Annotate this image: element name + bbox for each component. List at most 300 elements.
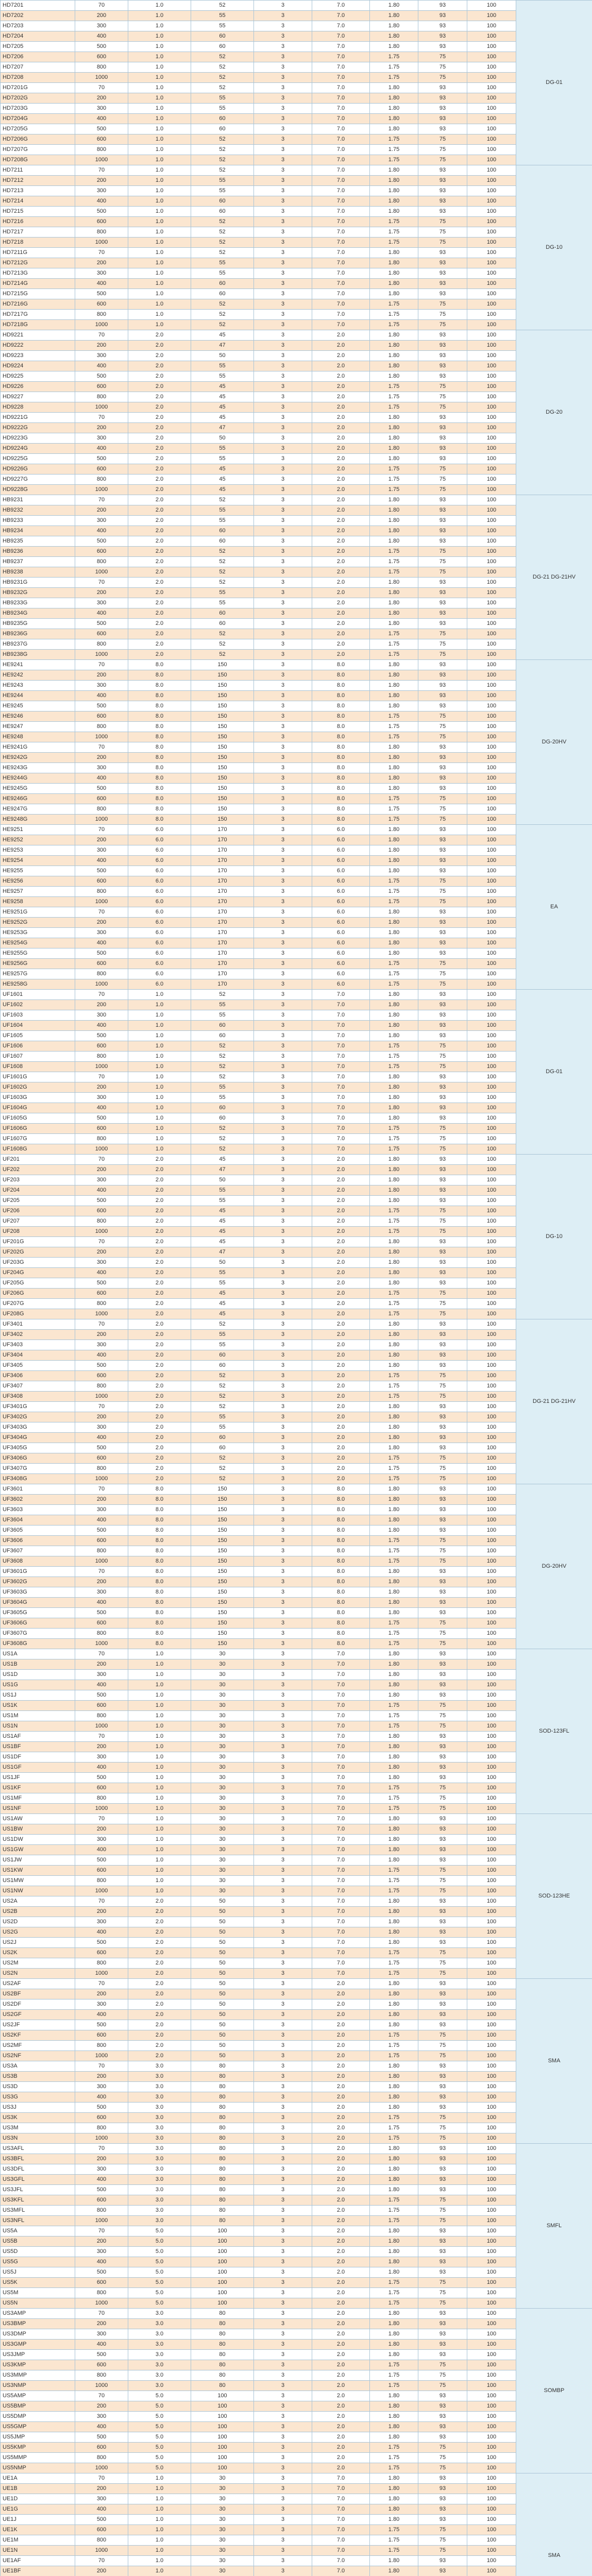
value-cell: 93	[418, 1917, 467, 1927]
value-cell: 75	[418, 1206, 467, 1216]
value-cell: 55	[191, 1185, 254, 1196]
value-cell: 7.0	[312, 1082, 370, 1093]
part-number-cell: US3B	[1, 2072, 75, 2082]
value-cell: 100	[467, 1742, 516, 1752]
value-cell: 100	[467, 1144, 516, 1155]
value-cell: 70	[75, 2391, 128, 2401]
value-cell: 100	[467, 1536, 516, 1546]
value-cell: 75	[418, 2463, 467, 2473]
value-cell: 1.80	[370, 93, 418, 104]
table-row	[1, 2164, 592, 2175]
table-row	[1, 21, 592, 31]
value-cell: 500	[75, 1278, 128, 1289]
value-cell: 600	[75, 711, 128, 722]
table-row	[1, 2309, 592, 2319]
value-cell: 3	[254, 1227, 312, 1237]
value-cell: 3	[254, 351, 312, 361]
value-cell: 1.80	[370, 691, 418, 701]
value-cell: 93	[418, 516, 467, 526]
value-cell: 3	[254, 1278, 312, 1289]
value-cell: 500	[75, 371, 128, 382]
table-row	[1, 2010, 592, 2020]
value-cell: 400	[75, 2422, 128, 2432]
value-cell: 1.80	[370, 1814, 418, 1824]
value-cell: 100	[467, 990, 516, 1000]
value-cell: 600	[75, 1866, 128, 1876]
value-cell: 70	[75, 825, 128, 835]
value-cell: 100	[467, 1629, 516, 1639]
value-cell: 30	[191, 2525, 254, 2535]
value-cell: 1.75	[370, 1618, 418, 1629]
value-cell: 1.80	[370, 1412, 418, 1422]
value-cell: 300	[75, 1093, 128, 1103]
value-cell: 100	[467, 145, 516, 155]
value-cell: 800	[75, 1216, 128, 1227]
value-cell: 7.0	[312, 1052, 370, 1062]
value-cell: 8.0	[312, 1618, 370, 1629]
value-cell: 100	[467, 2020, 516, 2030]
value-cell: 3	[254, 186, 312, 196]
value-cell: 7.0	[312, 1701, 370, 1711]
value-cell: 3	[254, 928, 312, 938]
table-row	[1, 1299, 592, 1309]
value-cell: 170	[191, 938, 254, 948]
value-cell: 30	[191, 2546, 254, 2556]
table-row	[1, 1474, 592, 1484]
value-cell: 3	[254, 990, 312, 1000]
value-cell: 2.0	[312, 629, 370, 639]
value-cell: 3	[254, 73, 312, 83]
value-cell: 2.0	[312, 2401, 370, 2412]
value-cell: 75	[418, 2195, 467, 2206]
part-number-cell: US1AW	[1, 1814, 75, 1824]
value-cell: 70	[75, 1649, 128, 1659]
value-cell: 45	[191, 1155, 254, 1165]
value-cell: 150	[191, 1577, 254, 1587]
value-cell: 1.80	[370, 1082, 418, 1093]
table-row	[1, 1762, 592, 1773]
value-cell: 100	[467, 1495, 516, 1505]
table-row	[1, 62, 592, 73]
value-cell: 7.0	[312, 1690, 370, 1701]
value-cell: 1000	[75, 2381, 128, 2391]
value-cell: 8.0	[312, 1608, 370, 1618]
value-cell: 3	[254, 1598, 312, 1608]
value-cell: 2.0	[312, 1402, 370, 1412]
value-cell: 7.0	[312, 2494, 370, 2504]
value-cell: 600	[75, 2525, 128, 2535]
value-cell: 5.0	[128, 2226, 191, 2236]
value-cell: 100	[467, 1381, 516, 1392]
value-cell: 100	[467, 959, 516, 969]
value-cell: 3	[254, 433, 312, 444]
value-cell: 60	[191, 1113, 254, 1124]
value-cell: 100	[467, 1804, 516, 1814]
value-cell: 170	[191, 969, 254, 979]
value-cell: 2.0	[312, 1155, 370, 1165]
value-cell: 1.75	[370, 2525, 418, 2535]
value-cell: 2.0	[128, 1979, 191, 1989]
value-cell: 100	[467, 2463, 516, 2473]
value-cell: 1.80	[370, 608, 418, 619]
value-cell: 100	[467, 1227, 516, 1237]
value-cell: 1.75	[370, 1556, 418, 1567]
value-cell: 3	[254, 1732, 312, 1742]
value-cell: 2.0	[128, 2030, 191, 2041]
table-row	[1, 1629, 592, 1639]
value-cell: 3	[254, 217, 312, 227]
value-cell: 7.0	[312, 1773, 370, 1783]
value-cell: 100	[467, 784, 516, 794]
value-cell: 2.0	[128, 1371, 191, 1381]
value-cell: 3	[254, 1299, 312, 1309]
value-cell: 93	[418, 2329, 467, 2340]
value-cell: 1.0	[128, 1144, 191, 1155]
part-number-cell: UF3403G	[1, 1422, 75, 1433]
value-cell: 3	[254, 753, 312, 763]
value-cell: 100	[467, 258, 516, 268]
value-cell: 1.75	[370, 73, 418, 83]
value-cell: 3	[254, 145, 312, 155]
value-cell: 100	[467, 619, 516, 629]
part-number-cell: UF3605	[1, 1526, 75, 1536]
value-cell: 2.0	[312, 1216, 370, 1227]
table-row	[1, 969, 592, 979]
part-number-cell: US5JMP	[1, 2432, 75, 2443]
value-cell: 2.0	[128, 547, 191, 557]
value-cell: 100	[467, 1216, 516, 1227]
table-row	[1, 1000, 592, 1010]
value-cell: 3.0	[128, 2092, 191, 2103]
value-cell: 6.0	[128, 938, 191, 948]
value-cell: 500	[75, 454, 128, 464]
value-cell: 1.0	[128, 145, 191, 155]
value-cell: 100	[467, 722, 516, 732]
value-cell: 7.0	[312, 2556, 370, 2566]
value-cell: 170	[191, 959, 254, 969]
value-cell: 800	[75, 1381, 128, 1392]
value-cell: 150	[191, 815, 254, 825]
part-number-cell: US3KFL	[1, 2195, 75, 2206]
value-cell: 6.0	[128, 897, 191, 907]
value-cell: 3	[254, 979, 312, 990]
value-cell: 1.80	[370, 753, 418, 763]
value-cell: 1.80	[370, 423, 418, 433]
value-cell: 3	[254, 2360, 312, 2370]
value-cell: 93	[418, 2144, 467, 2154]
value-cell: 100	[467, 1618, 516, 1629]
value-cell: 100	[467, 382, 516, 392]
value-cell: 600	[75, 2030, 128, 2041]
value-cell: 93	[418, 1247, 467, 1258]
part-number-cell: HD7215	[1, 207, 75, 217]
value-cell: 100	[467, 1093, 516, 1103]
value-cell: 800	[75, 2041, 128, 2051]
value-cell: 3	[254, 505, 312, 516]
value-cell: 2.0	[312, 598, 370, 608]
value-cell: 3	[254, 176, 312, 186]
value-cell: 3	[254, 1845, 312, 1855]
value-cell: 100	[467, 2103, 516, 2113]
value-cell: 75	[418, 145, 467, 155]
value-cell: 1.75	[370, 227, 418, 238]
value-cell: 2.0	[312, 2350, 370, 2360]
value-cell: 600	[75, 2278, 128, 2288]
value-cell: 1.75	[370, 299, 418, 310]
value-cell: 6.0	[312, 866, 370, 876]
part-number-cell: HB9236	[1, 547, 75, 557]
part-number-cell: HB9234	[1, 526, 75, 536]
value-cell: 75	[418, 887, 467, 897]
value-cell: 100	[191, 2298, 254, 2309]
value-cell: 800	[75, 1299, 128, 1309]
table-row	[1, 2360, 592, 2370]
value-cell: 2.0	[312, 2329, 370, 2340]
value-cell: 3	[254, 2391, 312, 2401]
value-cell: 800	[75, 2370, 128, 2381]
value-cell: 3.0	[128, 2216, 191, 2226]
value-cell: 100	[467, 804, 516, 815]
value-cell: 93	[418, 1031, 467, 1041]
value-cell: 1000	[75, 2463, 128, 2473]
value-cell: 93	[418, 2566, 467, 2576]
value-cell: 100	[467, 21, 516, 31]
value-cell: 50	[191, 1927, 254, 1938]
value-cell: 93	[418, 866, 467, 876]
package-group-label: SMA	[516, 2473, 592, 2576]
value-cell: 75	[418, 1381, 467, 1392]
value-cell: 70	[75, 1567, 128, 1577]
value-cell: 100	[467, 134, 516, 145]
value-cell: 2.0	[128, 2020, 191, 2030]
value-cell: 3	[254, 1484, 312, 1495]
value-cell: 7.0	[312, 134, 370, 145]
value-cell: 1000	[75, 1804, 128, 1814]
table-row	[1, 516, 592, 526]
table-row	[1, 1793, 592, 1804]
value-cell: 600	[75, 794, 128, 804]
value-cell: 93	[418, 835, 467, 845]
value-cell: 75	[418, 2123, 467, 2133]
value-cell: 2.0	[128, 1917, 191, 1927]
value-cell: 50	[191, 1969, 254, 1979]
table-row	[1, 1567, 592, 1577]
value-cell: 80	[191, 2381, 254, 2391]
value-cell: 3	[254, 1804, 312, 1814]
value-cell: 100	[467, 1866, 516, 1876]
value-cell: 1.75	[370, 1227, 418, 1237]
value-cell: 1000	[75, 732, 128, 742]
value-cell: 100	[467, 2113, 516, 2123]
value-cell: 8.0	[312, 701, 370, 711]
value-cell: 3	[254, 2226, 312, 2236]
value-cell: 100	[467, 629, 516, 639]
value-cell: 3	[254, 1979, 312, 1989]
table-row	[1, 320, 592, 330]
table-row	[1, 2175, 592, 2185]
value-cell: 8.0	[128, 753, 191, 763]
part-number-cell: UE1B	[1, 2484, 75, 2494]
value-cell: 1.0	[128, 1031, 191, 1041]
value-cell: 1.80	[370, 2484, 418, 2494]
value-cell: 7.0	[312, 1031, 370, 1041]
value-cell: 1.75	[370, 897, 418, 907]
value-cell: 8.0	[312, 794, 370, 804]
part-number-cell: UF3605G	[1, 1608, 75, 1618]
value-cell: 8.0	[128, 1608, 191, 1618]
part-number-cell: HE9255G	[1, 948, 75, 959]
value-cell: 1000	[75, 815, 128, 825]
value-cell: 1.0	[128, 1680, 191, 1690]
part-number-cell: HE9247G	[1, 804, 75, 815]
value-cell: 1000	[75, 1556, 128, 1567]
value-cell: 2.0	[312, 1175, 370, 1185]
value-cell: 7.0	[312, 1866, 370, 1876]
value-cell: 1.80	[370, 2267, 418, 2278]
value-cell: 3	[254, 1350, 312, 1361]
value-cell: 500	[75, 1526, 128, 1536]
value-cell: 2.0	[312, 2072, 370, 2082]
value-cell: 100	[467, 825, 516, 835]
value-cell: 75	[418, 1052, 467, 1062]
value-cell: 150	[191, 1639, 254, 1649]
value-cell: 3	[254, 1330, 312, 1340]
table-row	[1, 979, 592, 990]
value-cell: 70	[75, 2061, 128, 2072]
part-number-cell: US2KF	[1, 2030, 75, 2041]
value-cell: 1.0	[128, 1855, 191, 1866]
value-cell: 100	[467, 2175, 516, 2185]
part-number-cell: US1KF	[1, 1783, 75, 1793]
part-number-cell: US1DF	[1, 1752, 75, 1762]
value-cell: 100	[467, 279, 516, 289]
value-cell: 3.0	[128, 2133, 191, 2144]
value-cell: 1.75	[370, 2360, 418, 2370]
value-cell: 100	[467, 2257, 516, 2267]
value-cell: 400	[75, 2010, 128, 2020]
value-cell: 7.0	[312, 1721, 370, 1732]
value-cell: 52	[191, 557, 254, 567]
value-cell: 75	[418, 1958, 467, 1969]
value-cell: 3.0	[128, 2103, 191, 2113]
value-cell: 93	[418, 268, 467, 279]
value-cell: 3	[254, 1206, 312, 1216]
part-number-cell: US5M	[1, 2288, 75, 2298]
part-number-cell: UF1601	[1, 990, 75, 1000]
value-cell: 3	[254, 1340, 312, 1350]
value-cell: 93	[418, 1690, 467, 1701]
part-number-cell: US2D	[1, 1917, 75, 1927]
part-number-cell: UF1605G	[1, 1113, 75, 1124]
value-cell: 5.0	[128, 2463, 191, 2473]
value-cell: 60	[191, 536, 254, 547]
table-row	[1, 753, 592, 763]
value-cell: 8.0	[312, 1577, 370, 1587]
value-cell: 1.80	[370, 454, 418, 464]
value-cell: 500	[75, 948, 128, 959]
value-cell: 7.0	[312, 93, 370, 104]
value-cell: 70	[75, 2473, 128, 2484]
value-cell: 93	[418, 21, 467, 31]
value-cell: 100	[191, 2247, 254, 2257]
part-number-cell: HD7216G	[1, 299, 75, 310]
value-cell: 2.0	[312, 608, 370, 619]
value-cell: 100	[467, 1464, 516, 1474]
value-cell: 2.0	[312, 2391, 370, 2401]
value-cell: 100	[467, 588, 516, 598]
value-cell: 1.0	[128, 1113, 191, 1124]
value-cell: 60	[191, 1361, 254, 1371]
value-cell: 93	[418, 990, 467, 1000]
table-row	[1, 1896, 592, 1907]
value-cell: 100	[191, 2443, 254, 2453]
part-number-cell: HD7208	[1, 73, 75, 83]
value-cell: 600	[75, 134, 128, 145]
part-number-cell: US2AF	[1, 1979, 75, 1989]
table-row	[1, 2103, 592, 2113]
part-number-cell: UE1AF	[1, 2556, 75, 2566]
value-cell: 70	[75, 990, 128, 1000]
value-cell: 2.0	[128, 1196, 191, 1206]
part-number-cell: UF204	[1, 1185, 75, 1196]
value-cell: 1.80	[370, 670, 418, 681]
value-cell: 1.80	[370, 2515, 418, 2525]
value-cell: 75	[418, 2381, 467, 2391]
value-cell: 400	[75, 938, 128, 948]
value-cell: 3	[254, 1793, 312, 1804]
table-row	[1, 2154, 592, 2164]
value-cell: 1.80	[370, 2257, 418, 2267]
value-cell: 75	[418, 2443, 467, 2453]
value-cell: 150	[191, 794, 254, 804]
value-cell: 3.0	[128, 2360, 191, 2370]
table-row	[1, 1536, 592, 1546]
value-cell: 1.75	[370, 62, 418, 73]
table-row	[1, 299, 592, 310]
value-cell: 70	[75, 1896, 128, 1907]
value-cell: 100	[467, 1587, 516, 1598]
table-row	[1, 1639, 592, 1649]
value-cell: 300	[75, 598, 128, 608]
value-cell: 75	[418, 1227, 467, 1237]
table-row	[1, 2267, 592, 2278]
value-cell: 1.0	[128, 2473, 191, 2484]
value-cell: 1.0	[128, 2504, 191, 2515]
value-cell: 6.0	[312, 928, 370, 938]
table-row	[1, 773, 592, 784]
value-cell: 3	[254, 1474, 312, 1484]
value-cell: 3	[254, 2422, 312, 2432]
table-row	[1, 1690, 592, 1701]
value-cell: 2.0	[128, 330, 191, 341]
part-number-cell: UF206G	[1, 1289, 75, 1299]
value-cell: 100	[191, 2257, 254, 2267]
value-cell: 3	[254, 2319, 312, 2329]
value-cell: 100	[467, 2226, 516, 2236]
value-cell: 8.0	[312, 804, 370, 815]
part-number-cell: UF3408G	[1, 1474, 75, 1484]
part-number-cell: HD7216	[1, 217, 75, 227]
value-cell: 100	[467, 330, 516, 341]
value-cell: 7.0	[312, 2535, 370, 2546]
value-cell: 93	[418, 588, 467, 598]
value-cell: 93	[418, 1402, 467, 1412]
value-cell: 30	[191, 2566, 254, 2576]
value-cell: 1.75	[370, 1124, 418, 1134]
value-cell: 500	[75, 1855, 128, 1866]
package-group-label: DG-20HV	[516, 1484, 592, 1649]
value-cell: 80	[191, 2082, 254, 2092]
